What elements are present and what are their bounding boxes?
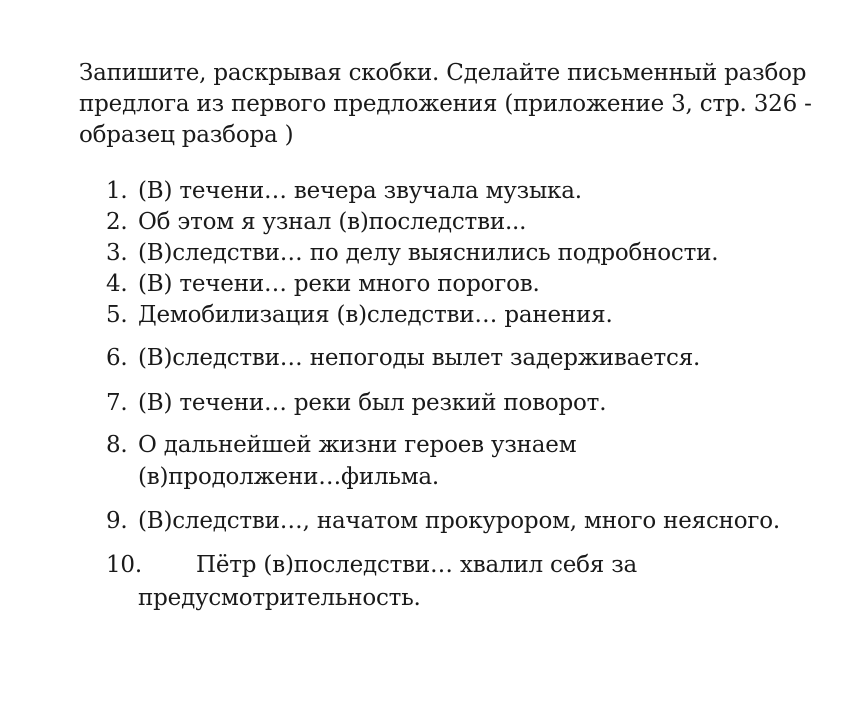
instruction-line-1: Запишите, раскрывая скобки. Сделайте письменный разбор	[79, 60, 807, 86]
instruction-line-2: предлога из первого предложения (приложение 3, стр. 326 -	[79, 91, 812, 117]
item-text: О дальнейшей жизни героев узнаем	[138, 432, 577, 458]
item-number: 7.	[106, 390, 128, 416]
item-text: Пётр (в)последстви… хвалил себя за	[196, 552, 638, 578]
item-text-continuation: (в)продолжени…фильма.	[138, 464, 440, 490]
item-number: 4.	[106, 271, 128, 297]
item-text: (В) течени… реки был резкий поворот.	[138, 390, 607, 416]
item-text-continuation: предусмотрительность.	[138, 585, 421, 611]
item-number: 8.	[106, 432, 128, 458]
item-number: 2.	[106, 209, 128, 235]
instruction-line-3: образец разбора )	[79, 122, 294, 148]
item-text: (В)следстви… по делу выяснились подробности.	[138, 240, 719, 266]
item-text: (В) течени… реки много порогов.	[138, 271, 540, 297]
item-number: 9.	[106, 508, 128, 534]
item-text: (В)следстви…, начатом прокурором, много неясного.	[138, 508, 781, 534]
item-number: 10.	[106, 552, 142, 578]
item-number: 5.	[106, 302, 128, 328]
item-number: 3.	[106, 240, 128, 266]
item-text: Демобилизация (в)следстви… ранения.	[138, 302, 613, 328]
item-text: Об этом я узнал (в)последстви...	[138, 209, 527, 235]
item-text: (В) течени… вечера звучала музыка.	[138, 178, 582, 204]
item-text: (В)следстви… непогоды вылет задерживается.	[138, 345, 701, 371]
item-number: 6.	[106, 345, 128, 371]
item-number: 1.	[106, 178, 128, 204]
